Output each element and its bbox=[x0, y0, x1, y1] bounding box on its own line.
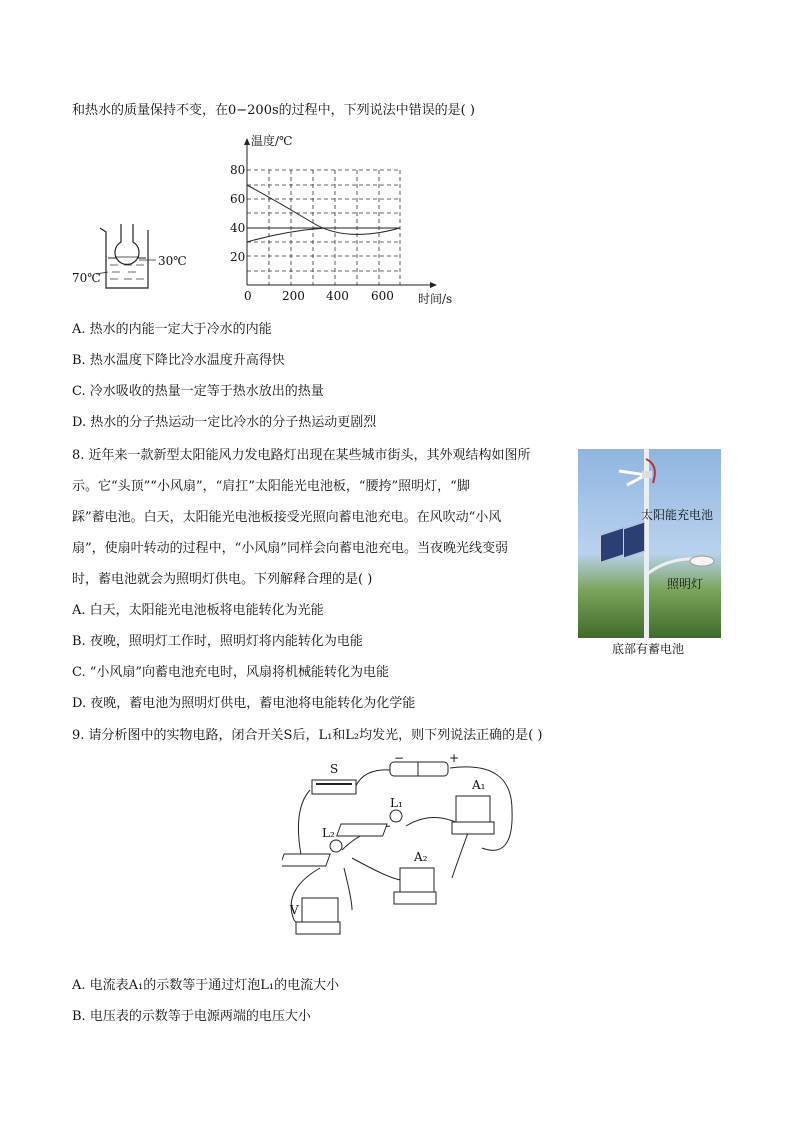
ammeter1-base bbox=[452, 822, 494, 834]
voltmeter-face bbox=[302, 898, 338, 922]
q8-option-d: D. 夜晚，蓄电池为照明灯供电，蓄电池将电能转化为化学能 bbox=[72, 696, 416, 711]
q9-option-b: B. 电压表的示数等于电源两端的电压大小 bbox=[72, 1009, 311, 1024]
water-hatching bbox=[110, 265, 144, 279]
cold-temp-label: 30℃ bbox=[158, 254, 187, 268]
lamp2-base bbox=[282, 854, 330, 866]
hot-temp-label: 70℃ bbox=[72, 271, 101, 285]
y-tick-20: 20 bbox=[230, 250, 246, 264]
street-lamp-photo bbox=[578, 449, 721, 638]
lamp1-bulb bbox=[390, 810, 402, 822]
q8-option-b: B. 夜晚，照明灯工作时，照明灯将内能转化为电能 bbox=[72, 634, 363, 649]
lamp2-bulb bbox=[330, 840, 342, 852]
switch-base bbox=[312, 780, 356, 794]
q8-stem-line-4: 扇”，使扇叶转动的过程中，“小风扇”同样会向蓄电池充电。当夜晚光线变弱 bbox=[72, 541, 508, 556]
chart-title: 温度/℃ bbox=[251, 134, 293, 148]
y-arrow bbox=[244, 138, 250, 145]
solar-label: 太阳能充电池 bbox=[641, 508, 714, 522]
voltmeter-label: V bbox=[290, 903, 299, 917]
q7-stem: 和热水的质量保持不变，在0−200s的过程中，下列说法中错误的是( ) bbox=[72, 103, 475, 118]
ammeter1-label: A₁ bbox=[472, 778, 486, 792]
x-tick-200: 200 bbox=[282, 289, 305, 303]
q9-stem: 9. 请分析图中的实物电路，闭合开关S后，L₁和L₂均发光，则下列说法正确的是( ) bbox=[72, 728, 543, 743]
q7-option-a: A. 热水的内能一定大于冷水的内能 bbox=[72, 322, 272, 337]
q7-option-d: D. 热水的分子热运动一定比冷水的分子热运动更剧烈 bbox=[72, 415, 377, 430]
battery-minus: − bbox=[394, 751, 405, 765]
hot-water-curve bbox=[247, 185, 400, 234]
q8-option-a: A. 白天，太阳能光电池板将电能转化为光能 bbox=[72, 603, 324, 618]
lamp-label: 照明灯 bbox=[667, 577, 704, 591]
x-tick-0: 0 bbox=[244, 289, 252, 303]
ammeter2-base bbox=[394, 892, 436, 904]
q8-option-c: C. “小风扇”向蓄电池充电时，风扇将机械能转化为电能 bbox=[72, 665, 390, 680]
solar-panel-left bbox=[600, 527, 624, 563]
switch-label: S bbox=[330, 762, 339, 776]
flask-outline bbox=[115, 224, 139, 264]
circuit-figure bbox=[282, 750, 522, 945]
x-tick-400: 400 bbox=[326, 289, 349, 303]
q8-stem-line-2: 示。它“头顶”“小风扇”，“肩扛”太阳能光电池板，“腰挎”照明灯，“脚 bbox=[72, 479, 470, 494]
q8-stem-line-5: 时，蓄电池就会为照明灯供电。下列解释合理的是( ) bbox=[72, 572, 373, 587]
y-tick-80: 80 bbox=[230, 163, 246, 177]
lamp1-base bbox=[337, 824, 387, 836]
q8-stem-line-1: 8. 近年来一款新型太阳能风力发电路灯出现在某些城市街头，其外观结构如图所 bbox=[72, 448, 531, 463]
q7-option-c: C. 冷水吸收的热量一定等于热水放出的热量 bbox=[72, 384, 324, 399]
y-tick-60: 60 bbox=[230, 192, 246, 206]
ammeter2-face bbox=[400, 868, 434, 892]
ammeter1-face bbox=[456, 796, 490, 822]
q7-option-b: B. 热水温度下降比冷水温度升高得快 bbox=[72, 353, 285, 368]
ammeter2-label: A₂ bbox=[414, 850, 428, 864]
q9-option-a: A. 电流表A₁的示数等于通过灯泡L₁的电流大小 bbox=[72, 978, 340, 993]
temperature-chart bbox=[230, 135, 470, 310]
x-arrow bbox=[430, 282, 437, 288]
y-tick-40: 40 bbox=[230, 221, 246, 235]
x-tick-600: 600 bbox=[371, 289, 394, 303]
q8-stem-line-3: 踩”蓄电池。白天，太阳能光电池板接受光照向蓄电池充电。在风吹动“小风 bbox=[72, 510, 502, 525]
lamp1-label: L₁ bbox=[390, 796, 403, 810]
voltmeter-base bbox=[296, 922, 340, 934]
battery-plus: + bbox=[449, 751, 460, 765]
x-axis-label: 时间/s bbox=[418, 292, 453, 306]
wind-turbine-icon bbox=[613, 455, 683, 495]
photo-caption: 底部有蓄电池 bbox=[612, 642, 685, 656]
lamp2-label: L₂ bbox=[322, 826, 335, 840]
